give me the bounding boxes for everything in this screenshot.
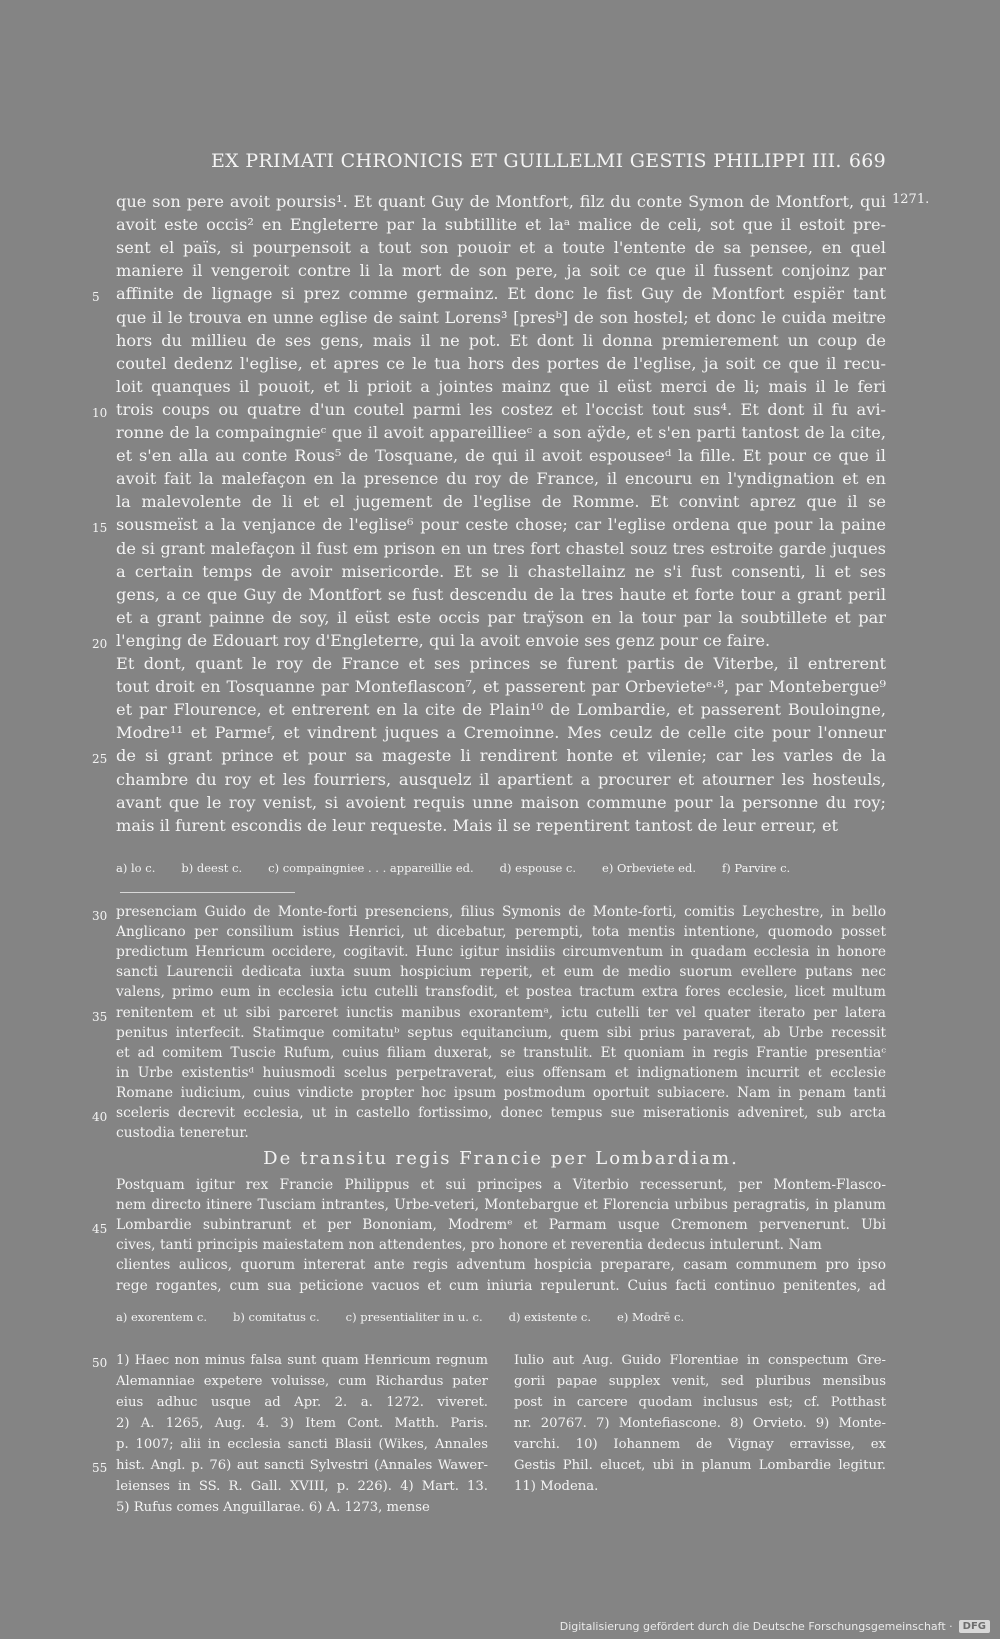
footnotes-left-column [92, 1350, 488, 1518]
text-line: avoit fait la malefaçon en la presence du roy de France, il encouru en l'yndignation et en [116, 469, 886, 489]
text-line: loit quanques il pouoit, et li prioit a jointes mainz que il eüst merci de li; mais il le feri [116, 376, 886, 396]
text-line: de si grant prince et pour sa mageste li rendirent honte et vilenie; car les varles de la [116, 746, 886, 766]
footnote-line: 5) Rufus comes Anguillarae. 6) A. 1273, mense [116, 1500, 430, 1515]
text-line: sousmeïst a la venjance de l'eglise⁶ pour ceste chose; car l'eglise ordena que pour la paine [116, 515, 886, 535]
text-line: Modre¹¹ et Parmeᶠ, et vindrent juques a Cremoinne. Mes ceulz de celle cite pour l'onneur [116, 723, 886, 743]
text-line: avoit este occis² en Engleterre par la subtillite et laᵃ malice de celi, sot que il estoit pre- [116, 215, 886, 235]
footnote-line: leienses in SS. R. Gall. XVIII, p. 226). 4) Mart. 13. [116, 1479, 488, 1494]
text-line: de si grant malefaçon il fust em prison en un tres fort chastel souz tres estroite garde juques [116, 538, 886, 558]
text-line: et ad comitem Tuscie Rufum, cuius filiam duxerat, se transtulit. Et quoniam in regis Frantie presentiaᶜ [116, 1044, 886, 1061]
variant-reading: c) presentialiter in u. c. [345, 1310, 483, 1324]
text-line: renitentem et ut sibi parceret iunctis manibus exorantemᵃ, ictu cutelli ter vel quater iterato per latera [116, 1004, 886, 1021]
line-number: 35 [92, 1009, 108, 1024]
variant-reading: d) espouse c. [499, 861, 577, 875]
text-line: predictum Henricum occidere, cogitavit. Hunc igitur insidiis circumventum in quadam ecclesia in honore [116, 944, 886, 961]
credit-text: Digitalisierung gefördert durch die Deutsche Forschungsgemeinschaft · [559, 1620, 953, 1633]
text-line: Anglicano per consilium istius Henrici, ut dicebatur, perempti, tota mentis intentione, quomodo posset [116, 924, 886, 941]
footnote-line: Alemanniae expetere voluisse, cum Richardus pater [116, 1374, 488, 1389]
text-line: et s'en alla au conte Rous⁵ de Tosquane, de qui il avoit espouseeᵈ la fille. Et pour ce que il [116, 446, 886, 466]
footnote-line: 2) A. 1265, Aug. 4. 3) Item Cont. Matth. Paris. [116, 1416, 488, 1431]
text-line: valens, primo eum in ecclesia ictu cutelli transfodit, et postea tractum extra fores ecclesie, licet multum [116, 984, 886, 1001]
text-line: et par Flourence, et entrerent en la cite de Plain¹⁰ de Lombardie, et passerent Bouloingne, [116, 700, 886, 720]
latin-section-heading: De transitu regis Francie per Lombardiam. [263, 1148, 739, 1169]
text-line: sent el païs, si pourpensoit a tout son pouoir et a toute l'entente de sa pensee, en quel [116, 238, 886, 258]
text-line: avant que le roy venist, si avoient requis unne maison commune pour la personne du roy; [116, 792, 886, 812]
line-number: 40 [92, 1110, 108, 1124]
line-number: 50 [92, 1356, 108, 1370]
digitization-credit [560, 1620, 990, 1633]
text-line: penitus interfecit. Statimque comitatuᵇ septus equitancium, quem sibi prius paraverat, ab Urbe recessit [116, 1024, 886, 1041]
footnote-line: nr. 20767. 7) Montefiascone. 8) Orvieto. 9) Monte- [514, 1416, 886, 1431]
text-line: Postquam igitur rex Francie Philippus et sui principes a Viterbio recesserunt, per Montem-Flasco- [116, 1177, 886, 1193]
text-line: tout droit en Tosquanne par Monteflascon⁷, et passerent par Orbevieteᵉ·⁸, par Montebergue⁹ [116, 677, 886, 697]
variant-reading: b) comitatus c. [233, 1310, 320, 1324]
text-line: gens, a ce que Guy de Montfort se fust descendu de la tres haute et forte tour a grant peril [116, 584, 886, 604]
footnote-line: Gestis Phil. elucet, ubi in planum Lombardie legitur. [514, 1458, 886, 1473]
line-number: 15 [92, 521, 108, 536]
latin-variants [116, 1310, 710, 1324]
text-line: in Urbe existentisᵈ huiusmodi scelus perpetraverat, eius offensam et indignationem incurrit et ecclesie [116, 1064, 886, 1081]
line-number: 20 [92, 636, 108, 651]
text-line: chambre du roy et les fourriers, ausquelz il apartient a procurer et atourner les hosteuls, [116, 769, 886, 789]
header-title: EX PRIMATI CHRONICIS ET GUILLELMI GESTIS PHILIPPI III. [211, 150, 842, 172]
footnote-line: gorii papae supplex venit, sed pluribus mensibus [514, 1374, 886, 1389]
running-header [116, 150, 886, 174]
page-number: 669 [848, 150, 886, 172]
text-line: ronne de la compaingnieᶜ que il avoit appareillieeᶜ a son aÿde, et s'en parti tantost de la cite, [116, 423, 886, 442]
variant-reading: f) Parvire c. [721, 861, 791, 875]
french-variants [116, 861, 816, 875]
line-number: 25 [92, 752, 108, 767]
variant-reading: a) exorentem c. [116, 1310, 208, 1324]
line-number: 10 [92, 405, 108, 420]
text-line: coutel dedenz l'eglise, et apres ce le tua hors des portes de l'eglise, ja soit ce que il recu- [116, 353, 886, 373]
line-number: 5 [92, 290, 100, 305]
text-line: affinite de lignage si prez comme germainz. Et donc le fist Guy de Montfort espiër tant [116, 284, 886, 304]
text-line: cives, tanti principis maiestatem non attendentes, pro honore et reverentia dedecus intulerunt. Nam [116, 1237, 822, 1254]
footnote-line: post in carcere quodam inclusus est; cf. Potthast [514, 1395, 886, 1410]
text-line: maniere il vengeroit contre li la mort de son pere, ja soit ce que il fussent conjoinz par [116, 261, 886, 281]
text-line: nem directo itinere Tusciam intrantes, Urbe-veteri, Montebargue et Florencia urbibus peragratis, in planum [116, 1197, 886, 1214]
text-line: que son pere avoit poursis¹. Et quant Guy de Montfort, filz du conte Symon de Montfort, qui [116, 192, 886, 211]
text-line: rege rogantes, cum sua peticione vacuos et cum iniuria repulerunt. Cuius facti continuo penitentes, ad [116, 1277, 886, 1294]
dfg-logo: DFG [959, 1620, 990, 1633]
footnote-line: p. 1007; alii in ecclesia sancti Blasii (Wikes, Annales [116, 1437, 488, 1452]
text-line: hors du millieu de ses gens, mais il ne pot. Et dont li donna premierement un coup de [116, 330, 886, 350]
text-line: clientes aulicos, quorum intererat ante regis adventum hospicia preparare, casam communem pro ipso [116, 1257, 886, 1274]
variant-reading: b) deest c. [181, 861, 243, 875]
text-line: et a grant painne de soy, il eüst este occis par traÿson en la tour par la soubtillete et par [116, 607, 886, 627]
text-line: sancti Laurencii dedicata iuxta suum hospicium reperit, et eum de medio suorum evellere putans nec [116, 964, 886, 981]
text-line: presenciam Guido de Monte-forti presenciens, filius Symonis de Monte-forti, comitis Leychestre, in bello [116, 904, 886, 920]
footnotes-right-column [514, 1350, 886, 1497]
separator-rule [120, 892, 295, 893]
variant-reading: a) lo c. [116, 861, 156, 875]
variant-reading: e) Modrē c. [617, 1310, 685, 1324]
footnote-line: 1) Haec non minus falsa sunt quam Henricum regnum [116, 1353, 488, 1368]
footnote-line: varchi. 10) Iohannem de Vignay erravisse, ex [514, 1437, 886, 1452]
variant-reading: e) Orbeviete ed. [602, 861, 696, 875]
line-number: 45 [92, 1222, 108, 1237]
footnote-line: Iulio aut Aug. Guido Florentiae in conspectum Gre- [514, 1353, 886, 1368]
footnote-line: hist. Angl. p. 76) aut sancti Sylvestri (Annales Wawer- [116, 1458, 488, 1473]
text-line: sceleris decrevit ecclesia, ut in castello fortissimo, donec tempus sue miserationis adveniret, sub arcta [116, 1105, 886, 1121]
text-line: mais il furent escondis de leur requeste. Mais il se repentirent tantost de leur erreur, et [116, 815, 839, 835]
text-line: Romane iudicium, cuius vindicte propter hoc ipsum postmodum oportuit subiacere. Nam in penam tanti [116, 1084, 886, 1101]
footnote-line: eius adhuc usque ad Apr. 2. a. 1272. viveret. [116, 1395, 488, 1410]
text-line: la malevolente de li et el jugement de l'eglise de Romme. Et convint aprez que il se [116, 492, 886, 512]
footnote-line: 11) Modena. [514, 1479, 599, 1494]
text-line: Et dont, quant le roy de France et ses princes se furent partis de Viterbe, il entrerent [116, 654, 886, 673]
line-number: 30 [92, 909, 108, 923]
variant-reading: d) existente c. [508, 1310, 592, 1324]
text-line: que il le trouva en unne eglise de saint Lorens³ [presᵇ] de son hostel; et donc le cuida meitre [116, 307, 886, 327]
text-line: a certain temps de avoir misericorde. Et se li chastellainz ne s'i fust consenti, li et ses [116, 561, 886, 581]
text-line: Lombardie subintrarunt et per Bononiam, Modremᵉ et Parmam usque Cremonem pervenerunt. Ubi [116, 1217, 886, 1234]
margin-year: 1271. [892, 192, 930, 207]
line-number: 55 [92, 1461, 108, 1475]
text-line: custodia teneretur. [116, 1125, 249, 1142]
text-line: trois coups ou quatre d'un coutel parmi les costez et l'occist tout sus⁴. Et dont il fu avi- [116, 399, 886, 419]
variant-reading: c) compaingniee . . . appareillie ed. [268, 861, 474, 875]
text-line: l'enging de Edouart roy d'Engleterre, qui la avoit envoie ses genz pour ce faire. [116, 630, 771, 650]
